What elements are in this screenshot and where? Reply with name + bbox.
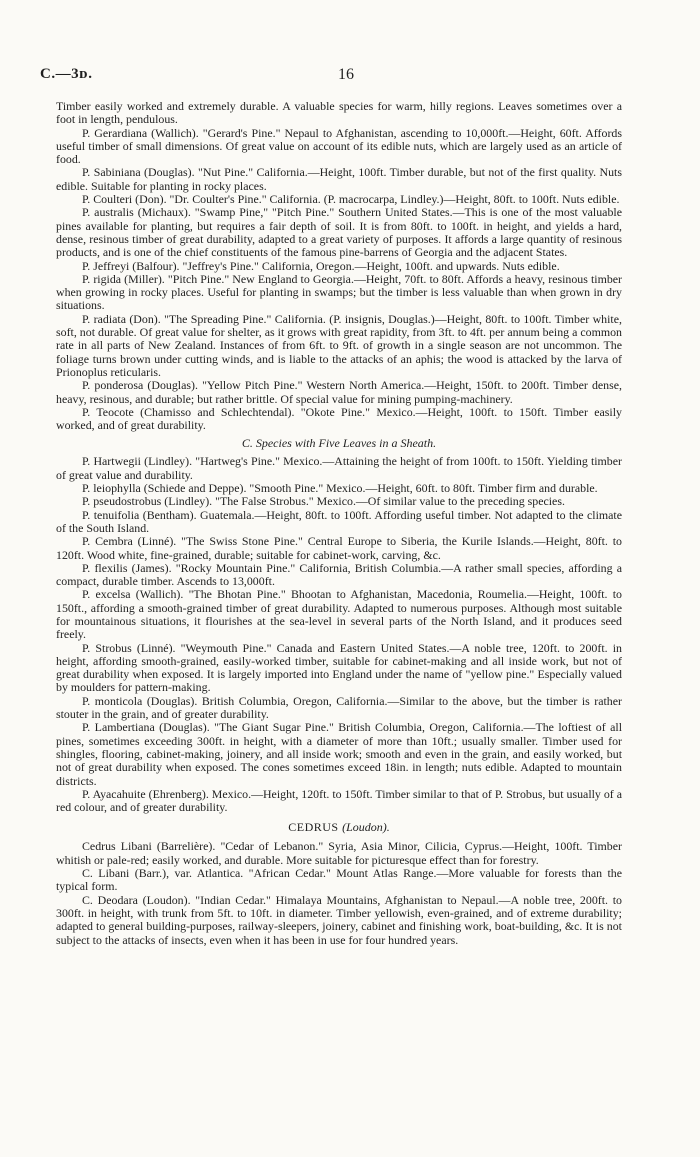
paragraph: P. Ayacahuite (Ehrenberg). Mexico.—Height, 120ft. to 150ft. Timber similar to that of P. Strobus, but usually of a red colour, and of greater durability. [56,786,622,815]
paragraph: P. australis (Michaux). "Swamp Pine," "Pitch Pine." Southern United States.—This is one of the most valuable pines available for planting, but requires a fair depth of soil. It is from 80ft. to 100ft. in height, and yields a hard, dense, resinous timber of great durability, adapted to a great variety of purposes. It affords a large quantity of resinous products, and is one of the chief constituents of the famous pine-barrens of Georgia and the adjacent States. [56,205,622,260]
paragraph: P. radiata (Don). "The Spreading Pine." California. (P. insignis, Douglas.)—Height, 80ft. to 100ft. Timber white, soft, not durable. Of great value for shelter, as it grows with great rapidity, from 3ft. to 4ft. per annum being a common rate in all parts of New Zealand. Instances of from 6ft. to 9ft. of growth in a single season are not uncommon. The foliage turns brown under cutting winds, and is liable to the attacks of an aphis; the wood is attacked by the larva of Prionoplus reticularis. [56,311,622,379]
paragraph: P. Lambertiana (Douglas). "The Giant Sugar Pine." British Columbia, Oregon, California.—The loftiest of all pines, sometimes exceeding 300ft. in height, with a diameter of more than 10ft.; usually smaller. Timber used for shingles, flooring, cabinet-making, joinery, and all inside work; smooth and even in the grain, and easily worked, but not of great durability when exposed. The cones sometimes exceed 18in. in length; nuts edible. Adapted to mountain districts. [56,720,622,788]
paragraph: P. excelsa (Wallich). "The Bhotan Pine." Bhootan to Afghanistan, Macedonia, Roumelia.—Height, 100ft. to 150ft., affording a smooth-grained timber of great durability. Adapted to numerous purposes. Although most suitable for mountainous situations, it flourishes at the sea-level in several parts of the North Island, and it produces seed freely. [56,587,622,642]
paragraph: P. Teocote (Chamisso and Schlechtendal). "Okote Pine." Mexico.—Height, 100ft. to 150ft. Timber easily worked, and of great durability. [56,404,622,433]
genus-name: CEDRUS [288,820,339,835]
paragraph: P. Cembra (Linné). "The Swiss Stone Pine." Central Europe to Siberia, the Kurile Islands.—Height, 80ft. to 120ft. Wood white, fine-grained, durable; suitable for cabinet-work, carving, &c. [56,534,622,562]
paragraph: P. leiophylla (Schiede and Deppe). "Smooth Pine." Mexico.—Height, 60ft. to 80ft. Timber firm and durable. [82,481,598,496]
paragraph: P. tenuifolia (Bentham). Guatemala.—Height, 80ft. to 100ft. Affording useful timber. Not adapted to the climate of the South Island. [56,507,622,535]
genus-authority: (Loudon). [342,820,390,835]
section-heading: C. Species with Five Leaves in a Sheath. [241,436,437,451]
document-reference: C.—3ᴅ. [40,66,93,82]
page-number: 16 [338,66,354,83]
genus-heading [56,820,622,835]
paragraph: P. rigida (Miller). "Pitch Pine." New England to Georgia.—Height, 70ft. to 80ft. Affords a heavy, resinous timber when growing in rocky places. Useful for planting in swamps; but the timber is less valuable than when grown in dry situations. [56,271,622,313]
paragraph: P. Coulteri (Don). "Dr. Coulter's Pine." California. (P. macrocarpa, Lindley.)—Height, 80ft. to 100ft. Nuts edible. [82,192,620,207]
page-header [40,66,660,88]
paragraph: Cedrus Libani (Barrelière). "Cedar of Lebanon." Syria, Asia Minor, Cilicia, Cyprus.—Height, 100ft. Timber whitish or pale-red; easily worked, and durable. More suitable for picturesque effect than for forestry. [56,839,622,867]
paragraph: C. Deodara (Loudon). "Indian Cedar." Himalaya Mountains, Afghanistan to Nepaul.—A noble tree, 200ft. to 300ft. in height, with trunk from 5ft. to 10ft. in diameter. Timber yellowish, even-grained, and of extreme durability; adapted to general building-purposes, railway-sleepers, joinery, cabinet and finishing work, boat-building, &c. It is not subject to the attacks of insects, even when it has been in use for four hundred years. [56,892,622,947]
paragraph: P. Sabiniana (Douglas). "Nut Pine." California.—Height, 100ft. Timber durable, but not of the first quality. Nuts edible. Suitable for planting in rocky places. [56,165,622,193]
paragraph: P. Hartwegii (Lindley). "Hartweg's Pine." Mexico.—Attaining the height of from 100ft. to 150ft. Yielding timber of great value and durability. [56,454,622,482]
paragraph: P. ponderosa (Douglas). "Yellow Pitch Pine." Western North America.—Height, 150ft. to 200ft. Timber dense, heavy, resinous, and durable; but rather brittle. Of special value for mining pumping-machinery. [56,378,622,406]
paragraph: P. Jeffreyi (Balfour). "Jeffrey's Pine." California, Oregon.—Height, 100ft. and upwards. Nuts edible. [82,258,560,273]
page-body [56,100,622,947]
paragraph: P. Gerardiana (Wallich). "Gerard's Pine." Nepaul to Afghanistan, ascending to 10,000ft.—Height, 60ft. Affords useful timber of small dimensions. Of great value on account of its edible nuts, which are largely used as an article of food. [56,125,622,167]
paragraph: C. Libani (Barr.), var. Atlantica. "African Cedar." Mount Atlas Range.—More valuable for forests than the typical form. [56,866,622,894]
paragraph: Timber easily worked and extremely durable. A valuable species for warm, hilly regions. Leaves sometimes over a foot in length, pendulous. [56,99,622,127]
paragraph: P. flexilis (James). "Rocky Mountain Pine." California, British Columbia.—A rather small species, affording a compact, durable timber. Ascends to 13,000ft. [56,560,622,589]
paragraph: P. Strobus (Linné). "Weymouth Pine." Canada and Eastern United States.—A noble tree, 120ft. to 200ft. in height, affording smooth-grained, easily-worked timber, suitable for cabinet-making and all inside work, but not of great durability when exposed. It is largely imported into England under the name of "yellow pine." Especially valued by moulders for pattern-making. [56,640,622,695]
paragraph: P. monticola (Douglas). British Columbia, Oregon, California.—Similar to the above, but the timber is rather stouter in the grain, and of greater durability. [56,693,622,722]
paragraph: P. pseudostrobus (Lindley). "The False Strobus." Mexico.—Of similar value to the preceding species. [82,494,565,509]
